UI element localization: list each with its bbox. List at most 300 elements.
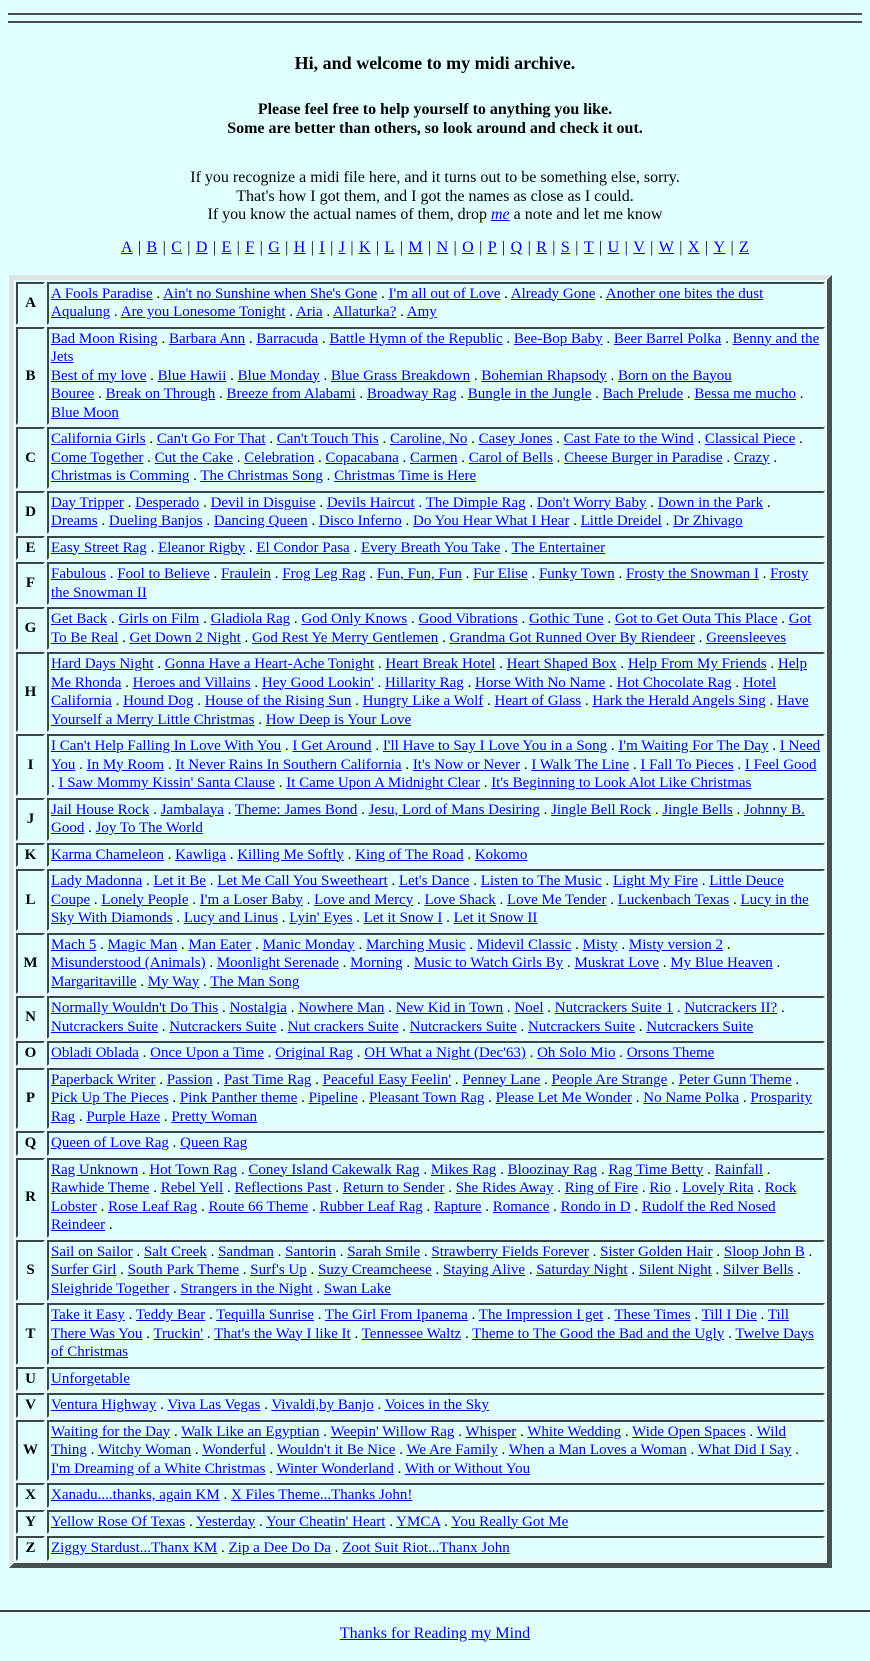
midi-link[interactable]: Hot Chocolate Rag xyxy=(616,674,732,691)
midi-link[interactable]: Can't Go For That xyxy=(156,431,266,447)
midi-link[interactable]: Bohemian Rhapsody xyxy=(481,367,607,384)
midi-link[interactable]: Help From My Friends xyxy=(627,656,767,672)
midi-link[interactable]: Lyin' Eyes xyxy=(289,910,353,926)
midi-link[interactable]: Lucy and Linus xyxy=(183,910,279,926)
midi-link[interactable]: Fabulous xyxy=(51,566,107,582)
midi-link[interactable]: Rio xyxy=(649,1180,672,1196)
midi-link[interactable]: Music to Watch Girls By xyxy=(413,955,564,971)
midi-link[interactable]: Morning xyxy=(350,955,403,971)
alpha-nav-link-K[interactable]: K xyxy=(358,238,371,256)
midi-link[interactable]: Xanadu....thanks, again KM xyxy=(51,1487,220,1503)
midi-link[interactable]: Best of my love xyxy=(51,367,147,384)
midi-link[interactable]: Queen of Love Rag xyxy=(51,1135,169,1151)
midi-link[interactable]: Killing Me Softly xyxy=(237,846,344,863)
midi-link[interactable]: Allaturka? xyxy=(333,304,397,320)
midi-link[interactable]: A Fools Paradise xyxy=(51,285,153,302)
midi-link[interactable]: Get Down 2 Night xyxy=(129,629,241,646)
midi-link[interactable]: Jingle Bell Rock xyxy=(551,801,652,818)
midi-link[interactable]: Listen to The Music xyxy=(480,873,602,889)
midi-link[interactable]: Hillarity Rag xyxy=(385,674,464,691)
midi-link[interactable]: Hard Days Night xyxy=(51,656,154,672)
midi-link[interactable]: Hot Town Rag xyxy=(149,1161,238,1178)
midi-link[interactable]: Your Cheatin' Heart xyxy=(265,1513,386,1530)
midi-link[interactable]: Blue Hawii xyxy=(157,367,227,384)
midi-link[interactable]: Aqualung xyxy=(51,304,111,320)
midi-link[interactable]: Come Together xyxy=(51,449,144,466)
alpha-nav-link-H[interactable]: H xyxy=(293,238,306,256)
midi-link[interactable]: Heart Shaped Box xyxy=(506,656,617,672)
midi-link[interactable]: Break on Through xyxy=(105,386,216,402)
midi-link[interactable]: Bad Moon Rising xyxy=(51,330,158,347)
midi-link[interactable]: Sister Golden Hair xyxy=(600,1243,713,1260)
midi-link[interactable]: Good Vibrations xyxy=(418,611,518,627)
midi-link[interactable]: Surf's Up xyxy=(250,1262,307,1278)
midi-link[interactable]: Passion xyxy=(166,1071,213,1088)
midi-link[interactable]: Carol of Bells xyxy=(468,449,553,466)
midi-link[interactable]: Truckin' xyxy=(153,1325,204,1342)
midi-link[interactable]: Nutcrackers Suite xyxy=(646,1018,754,1035)
midi-link[interactable]: Girls on Film xyxy=(118,611,200,627)
alpha-nav-link-S[interactable]: S xyxy=(560,238,571,256)
midi-link[interactable]: Sandman xyxy=(218,1243,274,1260)
midi-link[interactable]: Light My Fire xyxy=(612,873,698,889)
alpha-nav-link-L[interactable]: L xyxy=(384,238,395,256)
midi-link[interactable]: I'm Dreaming of a White Christmas xyxy=(51,1460,266,1477)
midi-link[interactable]: Bach Prelude xyxy=(602,386,684,402)
midi-link[interactable]: Hey Good Lookin' xyxy=(261,674,374,691)
alpha-nav-link-B[interactable]: B xyxy=(146,238,158,256)
midi-link[interactable]: Nutcrackers Suite xyxy=(51,1018,159,1035)
midi-link[interactable]: Teddy Bear xyxy=(135,1307,206,1323)
midi-link[interactable]: Fool to Believe xyxy=(117,566,210,582)
midi-link[interactable]: Obladi Oblada xyxy=(51,1045,139,1061)
midi-link[interactable]: Theme to The Good the Bad and the Ugly xyxy=(472,1325,725,1342)
midi-link[interactable]: Have Yourself a Merry Little Christmas xyxy=(51,693,809,728)
midi-link[interactable]: Love and Mercy xyxy=(314,891,414,908)
midi-link[interactable]: Down in the Park xyxy=(657,494,764,511)
midi-link[interactable]: Waiting for the Day xyxy=(51,1423,171,1440)
midi-link[interactable]: I Get Around xyxy=(292,738,372,754)
midi-link[interactable]: Wonderful xyxy=(202,1442,266,1458)
midi-link[interactable]: Heart of Glass xyxy=(494,693,582,709)
midi-link[interactable]: Jambalaya xyxy=(160,801,224,818)
midi-link[interactable]: Weepin' Willow Rag xyxy=(330,1423,455,1440)
midi-link[interactable]: Gothic Tune xyxy=(529,611,604,627)
midi-link[interactable]: Surfer Girl xyxy=(51,1262,117,1278)
midi-link[interactable]: Yesterday xyxy=(195,1513,256,1530)
midi-link[interactable]: Misty xyxy=(582,936,618,953)
midi-link[interactable]: Love Me Tender xyxy=(506,891,607,908)
midi-link[interactable]: Grandma Got Runned Over By Riendeer xyxy=(449,629,695,646)
footer-link[interactable]: Thanks for Reading my Mind xyxy=(339,1624,531,1642)
midi-link[interactable]: Margaritaville xyxy=(51,973,137,990)
midi-link[interactable]: Sleighride Together xyxy=(51,1280,170,1297)
midi-link[interactable]: Love Shack xyxy=(424,891,496,908)
midi-link[interactable]: The Christmas Song xyxy=(200,468,323,484)
midi-link[interactable]: Rock Lobster xyxy=(51,1180,797,1215)
midi-link[interactable]: Lucy in the Sky With Diamonds xyxy=(51,891,809,926)
midi-link[interactable]: Let it Be xyxy=(153,873,206,889)
midi-link[interactable]: Man Eater xyxy=(188,936,252,953)
midi-link[interactable]: Ventura Highway xyxy=(51,1397,157,1413)
midi-link[interactable]: Wouldn't it Be Nice xyxy=(276,1442,396,1458)
midi-link[interactable]: Bungle in the Jungle xyxy=(467,386,592,402)
midi-link[interactable]: Frosty the Snowman II xyxy=(51,566,809,601)
midi-link[interactable]: Carmen xyxy=(410,449,458,466)
midi-link[interactable]: Bloozinay Rag xyxy=(507,1161,598,1178)
midi-link[interactable]: Peaceful Easy Feelin' xyxy=(322,1071,452,1088)
alpha-nav-link-O[interactable]: O xyxy=(462,238,474,256)
midi-link[interactable]: Sail on Sailor xyxy=(51,1243,133,1260)
midi-link[interactable]: Return to Sender xyxy=(342,1180,445,1196)
midi-link[interactable]: Mach 5 xyxy=(51,936,97,953)
midi-link[interactable]: Ring of Fire xyxy=(564,1180,639,1196)
midi-link[interactable]: People Are Strange xyxy=(551,1071,668,1088)
midi-link[interactable]: When a Man Loves a Woman xyxy=(508,1442,687,1458)
midi-link[interactable]: Rubber Leaf Rag xyxy=(319,1198,423,1215)
midi-link[interactable]: Walk Like an Egyptian xyxy=(181,1423,320,1440)
midi-link[interactable]: You Really Got Me xyxy=(451,1513,569,1530)
midi-link[interactable]: Route 66 Theme xyxy=(208,1198,309,1215)
midi-link[interactable]: Mikes Rag xyxy=(430,1161,497,1178)
midi-link[interactable]: Christmas Time is Here xyxy=(334,468,477,484)
midi-link[interactable]: Lady Madonna xyxy=(51,873,143,889)
midi-link[interactable]: Nutcrackers Suite xyxy=(169,1018,277,1035)
midi-link[interactable]: House of the Rising Sun xyxy=(204,693,352,709)
midi-link[interactable]: I Fall To Pieces xyxy=(640,756,734,773)
midi-link[interactable]: Born on the Bayou xyxy=(618,367,732,384)
midi-link[interactable]: Reflections Past xyxy=(234,1180,332,1196)
alpha-nav-link-P[interactable]: P xyxy=(487,238,497,256)
midi-link[interactable]: California Girls xyxy=(51,431,146,447)
midi-link[interactable]: Santorin xyxy=(285,1243,336,1260)
midi-link[interactable]: King of The Road xyxy=(355,846,464,863)
midi-link[interactable]: Once Upon a Time xyxy=(150,1045,264,1061)
midi-link[interactable]: Heroes and Villains xyxy=(132,674,251,691)
midi-link[interactable]: Another one bites the dust xyxy=(605,285,764,302)
midi-link[interactable]: Peter Gunn Theme xyxy=(678,1071,792,1088)
midi-link[interactable]: Witchy Woman xyxy=(97,1442,192,1458)
midi-link[interactable]: Let Me Call You Sweetheart xyxy=(217,873,388,889)
midi-link[interactable]: X Files Theme...Thanks John! xyxy=(230,1487,413,1503)
midi-link[interactable]: Every Breath You Take xyxy=(360,539,501,556)
midi-link[interactable]: Bouree xyxy=(51,386,95,402)
midi-link[interactable]: Greensleeves xyxy=(706,629,787,646)
midi-link[interactable]: Rose Leaf Rag xyxy=(108,1198,198,1215)
midi-link[interactable]: Eleanor Rigby xyxy=(158,539,246,556)
midi-link[interactable]: Strangers in the Night xyxy=(180,1280,313,1297)
midi-link[interactable]: Midevil Classic xyxy=(476,936,572,953)
midi-link[interactable]: Barbara Ann xyxy=(168,330,246,347)
midi-link[interactable]: Noel xyxy=(514,1000,544,1016)
alpha-nav-link-F[interactable]: F xyxy=(245,238,255,256)
midi-link[interactable]: I'm a Loser Baby xyxy=(199,891,303,908)
midi-link[interactable]: Cheese Burger in Paradise xyxy=(564,449,723,466)
midi-link[interactable]: Prosparity Rag xyxy=(51,1090,813,1125)
midi-link[interactable]: Hound Dog xyxy=(123,693,194,709)
midi-link[interactable]: Ziggy Stardust...Thanx KM xyxy=(51,1540,218,1556)
midi-link[interactable]: It Never Rains In Southern California xyxy=(175,756,402,773)
midi-link[interactable]: Unforgetable xyxy=(51,1370,130,1387)
midi-link[interactable]: Romance xyxy=(492,1198,550,1215)
midi-link[interactable]: Staying Alive xyxy=(442,1262,526,1278)
midi-link[interactable]: It's Now or Never xyxy=(412,756,521,773)
midi-link[interactable]: South Park Theme xyxy=(127,1262,240,1278)
contact-me-link[interactable]: me xyxy=(490,206,510,223)
midi-link[interactable]: Till There Was You xyxy=(51,1307,789,1342)
midi-link[interactable]: God Rest Ye Merry Gentlemen xyxy=(252,629,439,646)
midi-link[interactable]: Vivaldi,by Banjo xyxy=(271,1397,374,1413)
midi-link[interactable]: Rawhide Theme xyxy=(51,1180,150,1196)
midi-link[interactable]: The Dimple Rag xyxy=(425,494,526,511)
midi-link[interactable]: Karma Chameleon xyxy=(51,846,164,863)
midi-link[interactable]: Bessa me mucho xyxy=(694,386,797,402)
midi-link[interactable]: Sloop John B xyxy=(723,1243,805,1260)
midi-link[interactable]: Purple Haze xyxy=(86,1108,161,1125)
midi-link[interactable]: The Entertainer xyxy=(511,539,606,556)
midi-link[interactable]: Pipeline xyxy=(308,1090,358,1106)
midi-link[interactable]: Rebel Yell xyxy=(160,1180,224,1196)
alpha-nav-link-M[interactable]: M xyxy=(408,238,423,256)
midi-link[interactable]: Till I Die xyxy=(701,1307,757,1323)
midi-link[interactable]: Rag Time Betty xyxy=(608,1161,704,1178)
midi-link[interactable]: Rag Unknown xyxy=(51,1161,139,1178)
midi-link[interactable]: I'm all out of Love xyxy=(388,285,501,302)
alpha-nav-link-Y[interactable]: Y xyxy=(713,238,726,256)
alpha-nav-link-G[interactable]: G xyxy=(268,238,280,256)
midi-link[interactable]: Beer Barrel Polka xyxy=(613,330,722,347)
midi-link[interactable]: Let's Dance xyxy=(398,873,470,889)
midi-link[interactable]: Dreams xyxy=(51,513,98,529)
midi-link[interactable]: Jesu, Lord of Mans Desiring xyxy=(368,801,540,818)
midi-link[interactable]: Blue Grass Breakdown xyxy=(330,367,471,384)
midi-link[interactable]: Are you Lonesome Tonight xyxy=(120,304,286,320)
midi-link[interactable]: Already Gone xyxy=(510,285,596,302)
midi-link[interactable]: Nostalgia xyxy=(229,1000,287,1016)
midi-link[interactable]: The Man Song xyxy=(210,973,300,990)
midi-link[interactable]: Cast Fate to the Wind xyxy=(563,431,694,447)
midi-link[interactable]: Take it Easy xyxy=(51,1307,125,1323)
midi-link[interactable]: Copacabana xyxy=(325,449,399,466)
alpha-nav-link-A[interactable]: A xyxy=(120,238,133,256)
midi-link[interactable]: Marching Music xyxy=(365,936,466,953)
midi-link[interactable]: The Girl From Ipanema xyxy=(324,1307,468,1323)
midi-link[interactable]: How Deep is Your Love xyxy=(265,711,412,728)
midi-link[interactable]: Yellow Rose Of Texas xyxy=(51,1513,186,1530)
alpha-nav-link-R[interactable]: R xyxy=(536,238,548,256)
midi-link[interactable]: Disco Inferno xyxy=(318,513,402,529)
midi-link[interactable]: OH What a Night (Dec'63) xyxy=(364,1045,526,1061)
midi-link[interactable]: Rapture xyxy=(433,1198,482,1215)
midi-link[interactable]: Strawberry Fields Forever xyxy=(431,1243,589,1260)
midi-link[interactable]: Barracuda xyxy=(256,330,319,347)
midi-link[interactable]: Frosty the Snowman I xyxy=(626,566,759,582)
midi-link[interactable]: Voices in the Sky xyxy=(384,1397,490,1413)
midi-link[interactable]: Devil in Disguise xyxy=(210,494,316,511)
midi-link[interactable]: White Wedding xyxy=(527,1423,622,1440)
alpha-nav-link-T[interactable]: T xyxy=(583,238,594,256)
midi-link[interactable]: Please Let Me Wonder xyxy=(495,1090,633,1106)
midi-link[interactable]: Do You Hear What I Hear xyxy=(413,513,570,529)
midi-link[interactable]: Normally Wouldn't Do This xyxy=(51,1000,219,1016)
midi-link[interactable]: Aria xyxy=(295,304,323,320)
midi-link[interactable]: Let it Snow I xyxy=(363,910,443,926)
midi-link[interactable]: Nutcrackers II? xyxy=(684,1000,778,1016)
midi-link[interactable]: With or Without You xyxy=(404,1460,531,1477)
midi-link[interactable]: YMCA xyxy=(396,1513,441,1530)
midi-link[interactable]: Ain't no Sunshine when She's Gone xyxy=(163,285,378,302)
midi-link[interactable]: Tequilla Sunrise xyxy=(216,1307,314,1323)
midi-link[interactable]: Misunderstood (Animals) xyxy=(51,955,206,971)
midi-link[interactable]: Amy xyxy=(406,304,437,320)
alpha-nav-link-Q[interactable]: Q xyxy=(510,238,523,256)
midi-link[interactable]: Little Dreidel xyxy=(580,513,662,529)
midi-link[interactable]: It's Beginning to Look Alot Like Christmas xyxy=(491,775,752,791)
midi-link[interactable]: Devils Haircut xyxy=(326,494,415,511)
midi-link[interactable]: Classical Piece xyxy=(704,431,796,447)
midi-link[interactable]: Bee-Bop Baby xyxy=(513,330,603,347)
midi-link[interactable]: Heart Break Hotel xyxy=(385,656,496,672)
midi-link[interactable]: Cut the Cake xyxy=(154,449,233,466)
midi-link[interactable]: Wide Open Spaces xyxy=(632,1423,746,1440)
midi-link[interactable]: What Did I Say xyxy=(697,1442,792,1458)
midi-link[interactable]: Paperback Writer xyxy=(51,1071,156,1088)
midi-link[interactable]: Dancing Queen xyxy=(213,513,308,529)
midi-link[interactable]: Crazy xyxy=(733,449,770,466)
midi-link[interactable]: Swan Lake xyxy=(323,1280,391,1297)
midi-link[interactable]: Sarah Smile xyxy=(347,1243,421,1260)
midi-link[interactable]: Joy To The World xyxy=(95,820,203,836)
midi-link[interactable]: Past Time Rag xyxy=(223,1071,312,1088)
midi-link[interactable]: Hark the Herald Angels Sing xyxy=(592,693,766,709)
alpha-nav-link-U[interactable]: U xyxy=(607,238,620,256)
midi-link[interactable]: Penney Lane xyxy=(462,1071,541,1088)
midi-link[interactable]: Queen Rag xyxy=(180,1135,248,1151)
midi-link[interactable]: Pink Panther theme xyxy=(179,1090,298,1106)
alpha-nav-link-Z[interactable]: Z xyxy=(739,238,750,256)
alpha-nav-link-E[interactable]: E xyxy=(221,238,232,256)
midi-link[interactable]: Pretty Woman xyxy=(171,1108,257,1125)
midi-link[interactable]: Silver Bells xyxy=(722,1262,794,1278)
midi-link[interactable]: God Only Knows xyxy=(301,611,408,627)
midi-link[interactable]: Dr Zhivago xyxy=(673,513,743,529)
midi-link[interactable]: Nowhere Man xyxy=(298,1000,385,1016)
midi-link[interactable]: Rondo in D xyxy=(560,1198,631,1215)
alpha-nav-link-N[interactable]: N xyxy=(436,238,449,256)
midi-link[interactable]: I'm Waiting For The Day xyxy=(618,738,769,754)
midi-link[interactable]: Battle Hymn of the Republic xyxy=(329,330,503,347)
midi-link[interactable]: I Saw Mommy Kissin' Santa Clause xyxy=(58,775,275,791)
midi-link[interactable]: Fraulein xyxy=(221,566,272,582)
midi-link[interactable]: Winter Wonderland xyxy=(276,1460,394,1477)
midi-link[interactable]: It Came Upon A Midnight Clear xyxy=(286,775,480,791)
midi-link[interactable]: Magic Man xyxy=(107,936,178,953)
midi-link[interactable]: Zip a Dee Do Da xyxy=(228,1540,331,1556)
midi-link[interactable]: I Need You xyxy=(51,738,821,773)
midi-link[interactable]: In My Room xyxy=(86,756,165,773)
midi-link[interactable]: Don't Worry Baby xyxy=(536,494,647,511)
midi-link[interactable]: Funky Town xyxy=(538,566,615,582)
midi-link[interactable]: Manic Monday xyxy=(262,936,355,953)
midi-link[interactable]: Nutcrackers Suite xyxy=(409,1018,517,1035)
alpha-nav-link-D[interactable]: D xyxy=(195,238,208,256)
midi-link[interactable]: Little Deuce Coupe xyxy=(51,873,784,908)
midi-link[interactable]: Nutcrackers Suite 1 xyxy=(554,1000,674,1016)
midi-link[interactable]: I Can't Help Falling In Love With You xyxy=(51,738,282,754)
midi-link[interactable]: Tennessee Waltz xyxy=(361,1325,462,1342)
midi-link[interactable]: Desperado xyxy=(135,494,200,511)
midi-link[interactable]: Nut crackers Suite xyxy=(287,1018,399,1035)
midi-link[interactable]: Orsons Theme xyxy=(626,1045,715,1061)
midi-link[interactable]: Misty version 2 xyxy=(628,936,724,953)
alpha-nav-link-X[interactable]: X xyxy=(687,238,700,256)
midi-link[interactable]: Kokomo xyxy=(474,846,528,863)
midi-link[interactable]: Let it Snow II xyxy=(453,910,538,926)
midi-link[interactable]: Breeze from Alabami xyxy=(226,386,356,402)
midi-link[interactable]: My Blue Heaven xyxy=(670,955,773,971)
midi-link[interactable]: Pick Up The Pieces xyxy=(51,1090,169,1106)
midi-link[interactable]: Jail House Rock xyxy=(51,801,150,818)
midi-link[interactable]: Benny and the Jets xyxy=(51,330,820,365)
midi-link[interactable]: Caroline, No xyxy=(389,431,468,447)
midi-link[interactable]: I'll Have to Say I Love You in a Song xyxy=(382,738,608,754)
midi-link[interactable]: Fun, Fun, Fun xyxy=(376,566,462,582)
midi-link[interactable]: Frog Leg Rag xyxy=(282,566,366,582)
midi-link[interactable]: Lovely Rita xyxy=(682,1180,754,1196)
midi-link[interactable]: Celebration xyxy=(244,449,315,466)
midi-link[interactable]: Jingle Bells xyxy=(662,801,733,818)
midi-link[interactable]: Lonely People xyxy=(101,891,189,908)
midi-link[interactable]: Hungry Like a Wolf xyxy=(362,693,484,709)
midi-link[interactable]: Casey Jones xyxy=(478,431,553,447)
midi-link[interactable]: Got to Get Outa This Place xyxy=(614,611,778,627)
midi-link[interactable]: Coney Island Cakewalk Rag xyxy=(248,1161,420,1178)
alpha-nav-link-C[interactable]: C xyxy=(171,238,183,256)
midi-link[interactable]: I Feel Good xyxy=(744,756,817,773)
midi-link[interactable]: Salt Creek xyxy=(143,1243,207,1260)
midi-link[interactable]: Luckenbach Texas xyxy=(617,891,730,908)
midi-link[interactable]: Help Me Rhonda xyxy=(51,656,808,691)
midi-link[interactable]: Horse With No Name xyxy=(475,674,606,691)
midi-link[interactable]: Blue Moon xyxy=(51,404,119,421)
midi-link[interactable]: El Condor Pasa xyxy=(256,539,350,556)
midi-link[interactable]: Broadway Rag xyxy=(366,386,457,402)
midi-link[interactable]: Nutcrackers Suite xyxy=(527,1018,635,1035)
alpha-nav-link-J[interactable]: J xyxy=(338,238,346,256)
midi-link[interactable]: Gladiola Rag xyxy=(210,611,291,627)
midi-link[interactable]: Johnny B. Good xyxy=(51,801,805,836)
midi-link[interactable]: Dueling Banjos xyxy=(108,513,203,529)
midi-link[interactable]: Gonna Have a Heart-Ache Tonight xyxy=(164,656,375,672)
midi-link[interactable]: Fur Elise xyxy=(473,566,528,582)
midi-link[interactable]: Viva Las Vegas xyxy=(167,1397,261,1413)
midi-link[interactable]: Oh Solo Mio xyxy=(537,1045,616,1061)
midi-link[interactable]: Christmas is Comming xyxy=(51,468,190,484)
midi-link[interactable]: Silent Night xyxy=(638,1262,712,1278)
midi-link[interactable]: Wild Thing xyxy=(51,1423,787,1458)
midi-link[interactable]: We Are Family xyxy=(406,1442,498,1458)
midi-link[interactable]: Pleasant Town Rag xyxy=(369,1090,485,1106)
midi-link[interactable]: New Kid in Town xyxy=(395,1000,504,1016)
midi-link[interactable]: Day Tripper xyxy=(51,494,124,511)
midi-link[interactable]: Suzy Creamcheese xyxy=(318,1262,432,1278)
midi-link[interactable]: These Times xyxy=(614,1307,691,1323)
midi-link[interactable]: Muskrat Love xyxy=(574,955,660,971)
midi-link[interactable]: Get Back xyxy=(51,611,108,627)
midi-link[interactable]: My Way xyxy=(147,973,200,990)
midi-link[interactable]: Blue Monday xyxy=(237,367,320,384)
midi-link[interactable]: Zoot Suit Riot...Thanx John xyxy=(342,1540,510,1556)
